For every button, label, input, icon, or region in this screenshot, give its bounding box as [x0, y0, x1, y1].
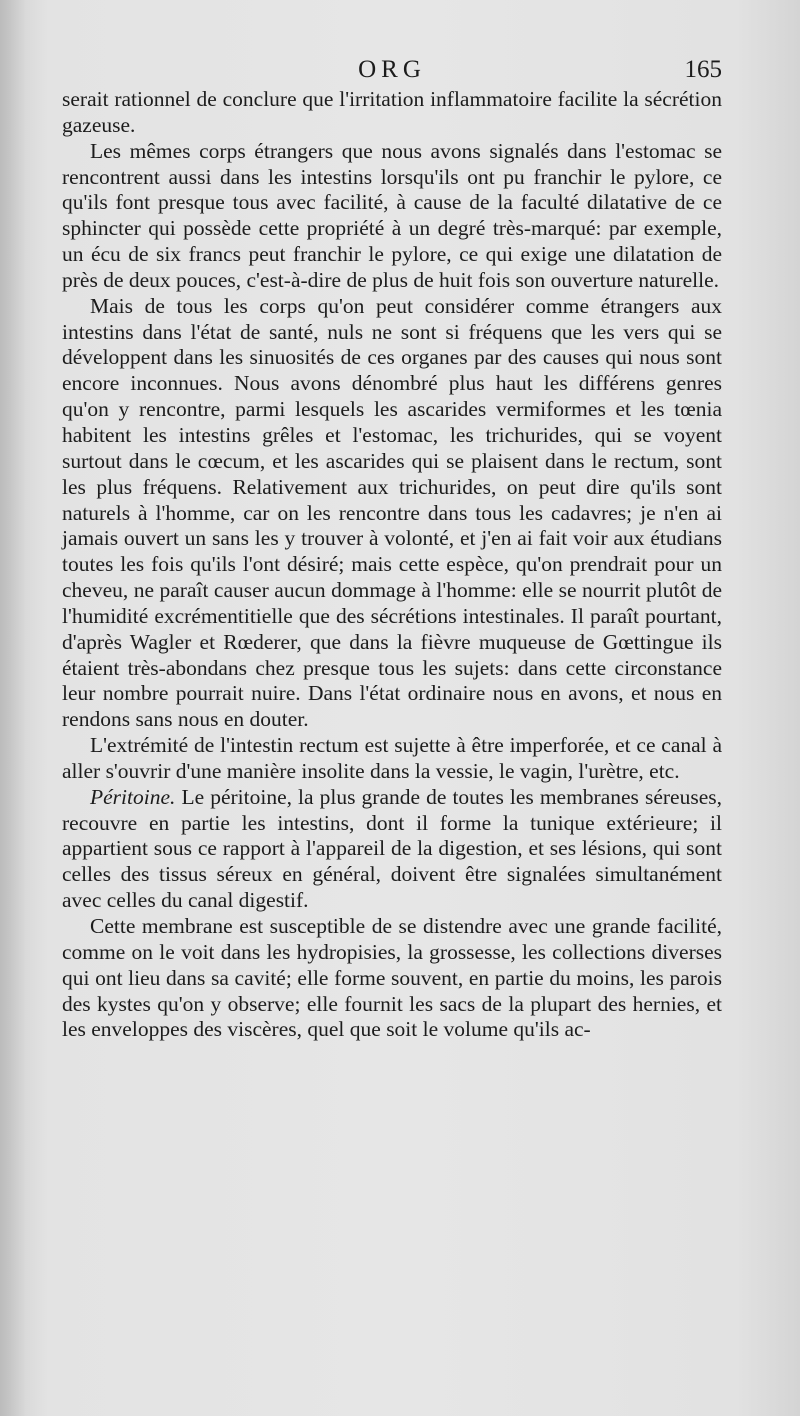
paragraph-text: Cette membrane est susceptible de se distendre avec une grande facilité, comme on le voit dans les hydropisies, la grossesse, les collections diverses qui ont lieu dans sa cavité; elle forme souvent, en partie du moins, les parois des kystes qu'on y observe; elle fournit les sacs de la plupart des hernies, et les enveloppes des viscères, quel que soit le volume qu'ils ac- [62, 914, 722, 1042]
paragraph-foreign-bodies [62, 139, 722, 294]
body-text [62, 87, 722, 1043]
paragraph-text: Mais de tous les corps qu'on peut considérer comme étrangers aux intestins dans l'état de santé, nuls ne sont si fréquens que les vers qui se développent dans les sinuosités de ces organes par des causes qui nous sont encore inconnues. Nous avons dénombré plus haut les différens genres qu'on y rencontre, parmi lesquels les ascarides vermiformes et les tœnia habitent les intestins grêles et l'estomac, les trichurides, qui se voyent surtout dans le cœcum, et les ascarides qui se plaisent dans le rectum, sont les plus fréquens. Relativement aux trichurides, on peut dire qu'ils sont naturels à l'homme, car on les rencontre dans tous les cadavres; je n'en ai jamais ouvert un sans les y trouver à volonté, et j'en ai fait voir aux étudians toutes les fois qu'ils l'ont désiré; mais cette espèce, qu'on prendrait pour un cheveu, ne paraît causer aucun dommage à l'homme: elle se nourrit plutôt de l'humidité excrémentitielle que des sécrétions intestinales. Il paraît pourtant, d'après Wagler et Rœderer, que dans la fièvre muqueuse de Gœttingue ils étaient très-abondans chez presque tous les sujets: dans cette circonstance leur nombre pourrait nuire. Dans l'état ordinaire nous en avons, et nous en rendons sans nous en douter. [62, 293, 722, 732]
page-fold-shadow [0, 0, 26, 1416]
paragraph-peritoine [62, 785, 722, 914]
paragraph-intestinal-worms [62, 294, 722, 733]
running-head: ORG [358, 56, 426, 83]
page-header [62, 56, 722, 88]
paragraph-membrane [62, 914, 722, 1043]
paragraph-rectum [62, 733, 722, 785]
paragraph-text: L'extrémité de l'intestin rectum est sujette à être imperforée, et ce canal à aller s'ouvrir d'une manière insolite dans la vessie, le vagin, l'urètre, etc. [62, 733, 722, 783]
paragraph-text: Les mêmes corps étrangers que nous avons signalés dans l'estomac se rencontrent aussi dans les intestins lorsqu'ils ont pu franchir le pylore, ce qu'ils font presque tous avec facilité, à cause de la faculté dilatative de ce sphincter qui possède cette propriété à un degré très-marqué: par exemple, un écu de six francs peut franchir le pylore, ce qui exige une dilatation de près de deux pouces, c'est-à-dire de plus de huit fois son ouverture naturelle. [62, 138, 722, 292]
paragraph-text: Le péritoine, la plus grande de toutes les membranes séreuses, recouvre en partie les intestins, dont il forme la tunique extérieure; il appartient sous ce rapport à l'appareil de la digestion, et ses lésions, qui sont celles des tissus séreux en général, doivent être signalées simultanément avec celles du canal digestif. [62, 784, 722, 913]
section-lead-italic: Péritoine. [90, 784, 176, 809]
paragraph-continuation [62, 87, 722, 139]
paragraph-text: serait rationnel de conclure que l'irritation inflammatoire facilite la sécrétion gazeuse. [62, 87, 722, 137]
page-number: 165 [684, 56, 722, 83]
